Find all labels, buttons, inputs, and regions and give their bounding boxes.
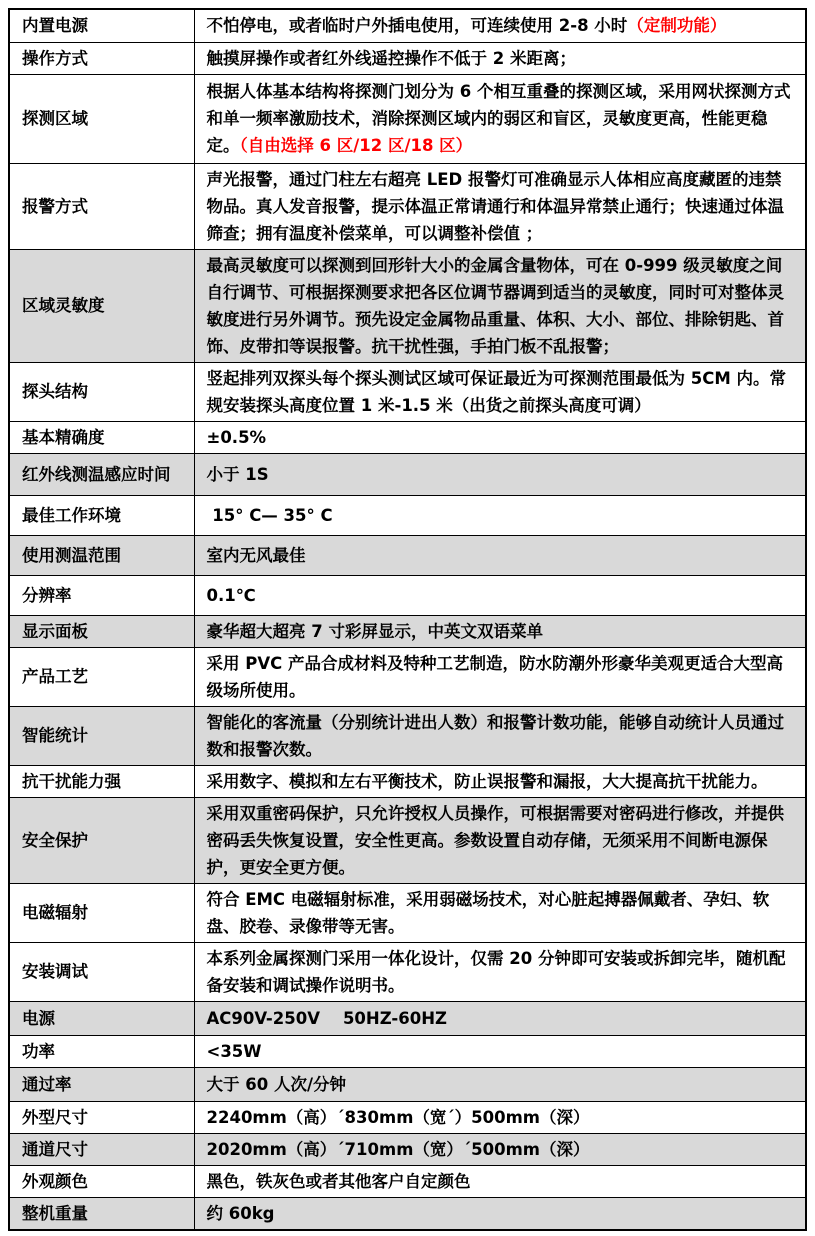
spec-label: 抗干扰能力强 xyxy=(9,765,194,797)
spec-value xyxy=(194,1101,806,1133)
spec-value xyxy=(194,453,806,495)
table-row xyxy=(9,495,806,535)
spec-label: 显示面板 xyxy=(9,615,194,647)
table-row xyxy=(9,647,806,706)
spec-label: 整机重量 xyxy=(9,1197,194,1230)
spec-value xyxy=(194,942,806,1001)
spec-value-text: 约 60kg xyxy=(206,1203,275,1223)
table-row xyxy=(9,74,806,163)
spec-value-text: 符合 EMC 电磁辐射标准，采用弱磁场技术，对心脏起搏器佩戴者、孕妇、软盘、胶卷、录像带等无害。 xyxy=(206,889,770,936)
spec-value-text: 本系列金属探测门采用一体化设计，仅需 20 分钟即可安装或拆卸完毕，随机配备安装和调试操作说明书。 xyxy=(206,948,786,995)
spec-label: 智能统计 xyxy=(9,706,194,765)
table-row xyxy=(9,9,806,42)
spec-value-text: 黑色，铁灰色或者其他客户自定颜色 xyxy=(206,1171,471,1191)
spec-value-text: <35W xyxy=(206,1041,262,1061)
spec-value-text: 室内无风最佳 xyxy=(206,545,306,565)
spec-value-text: AC90V-250V 50HZ-60HZ xyxy=(206,1008,447,1028)
spec-value-text: 根据人体基本结构将探测门划分为 6 个相互重叠的探测区域，采用网状探测方式和单一频率激励技术，消除探测区域内的弱区和盲区，灵敏度更高，性能更稳定。 xyxy=(206,82,791,155)
table-row xyxy=(9,453,806,495)
spec-label: 安全保护 xyxy=(9,797,194,883)
table-row xyxy=(9,362,806,421)
spec-value-text: 豪华超大超亮 7 寸彩屏显示，中英文双语菜单 xyxy=(206,621,543,641)
spec-value-text: 竖起排列双探头每个探头测试区域可保证最近为可探测范围最低为 5CM 内。常规安装探头高度位置 1 米-1.5 米（出货之前探头高度可调） xyxy=(206,368,786,415)
table-row xyxy=(9,1197,806,1230)
spec-value-text: 采用双重密码保护，只允许授权人员操作，可根据需要对密码进行修改，并提供密码丢失恢复设置，安全性更高。参数设置自动存储，无须采用不间断电源保护，更安全更方便。 xyxy=(206,803,784,877)
spec-value xyxy=(194,1001,806,1035)
spec-label: 功率 xyxy=(9,1035,194,1067)
spec-label: 电源 xyxy=(9,1001,194,1035)
spec-value xyxy=(194,1067,806,1101)
spec-value xyxy=(194,1165,806,1197)
spec-value xyxy=(194,362,806,421)
spec-label: 电磁辐射 xyxy=(9,883,194,942)
spec-value-text: 采用 PVC 产品合成材料及特种工艺制造，防水防潮外形豪华美观更适合大型高级场所使用。 xyxy=(206,653,783,700)
spec-value-text: 大于 60 人次/分钟 xyxy=(206,1074,346,1094)
spec-label: 内置电源 xyxy=(9,9,194,42)
spec-value xyxy=(194,883,806,942)
spec-value xyxy=(194,249,806,362)
spec-value xyxy=(194,575,806,615)
spec-value-text: 声光报警，通过门柱左右超亮 LED 报警灯可准确显示人体相应高度藏匿的违禁物品。真人发音报警，提示体温正常请通行和体温异常禁止通行；快速通过体温筛查；拥有温度补偿菜单，可以调整补偿值 ； xyxy=(206,169,784,243)
spec-value-text: 最高灵敏度可以探测到回形针大小的金属含量物体，可在 0-999 级灵敏度之间自行调节、可根据探测要求把各区位调节器调到适当的灵敏度，同时可对整体灵敏度进行另外调节。预先设定金属物品重量、体积、大小、部位、排除钥匙、首饰、皮带扣等误报警。抗干扰性强，手拍门板不乱报警； xyxy=(206,255,784,356)
product-spec-table xyxy=(8,8,807,1231)
spec-value xyxy=(194,797,806,883)
spec-value xyxy=(194,163,806,249)
spec-value xyxy=(194,765,806,797)
spec-value xyxy=(194,74,806,163)
table-row xyxy=(9,1101,806,1133)
spec-value xyxy=(194,1133,806,1165)
spec-value xyxy=(194,421,806,453)
table-row xyxy=(9,883,806,942)
spec-label: 区域灵敏度 xyxy=(9,249,194,362)
spec-value-text: 智能化的客流量（分别统计进出人数）和报警计数功能，能够自动统计人员通过数和报警次数。 xyxy=(206,712,784,759)
table-row xyxy=(9,42,806,74)
table-row xyxy=(9,1035,806,1067)
spec-value-text: 采用数字、模拟和左右平衡技术，防止误报警和漏报，大大提高抗干扰能力。 xyxy=(206,771,768,791)
spec-label: 探头结构 xyxy=(9,362,194,421)
spec-value-text: 2020mm（高）´710mm（宽）´500mm（深） xyxy=(206,1139,590,1159)
table-row xyxy=(9,535,806,575)
spec-label: 分辨率 xyxy=(9,575,194,615)
spec-label: 外型尺寸 xyxy=(9,1101,194,1133)
spec-label: 操作方式 xyxy=(9,42,194,74)
spec-value xyxy=(194,1197,806,1230)
table-row xyxy=(9,706,806,765)
spec-label: 外观颜色 xyxy=(9,1165,194,1197)
table-row xyxy=(9,942,806,1001)
table-row xyxy=(9,797,806,883)
spec-value-text: 15° C— 35° C xyxy=(206,505,333,525)
spec-table-body xyxy=(9,9,806,1230)
spec-value-highlight: （定制功能） xyxy=(627,16,727,36)
spec-label: 报警方式 xyxy=(9,163,194,249)
spec-value xyxy=(194,706,806,765)
table-row xyxy=(9,615,806,647)
spec-value xyxy=(194,1035,806,1067)
spec-value-text: 2240mm（高）´830mm（宽´）500mm（深） xyxy=(206,1107,590,1127)
spec-value-text: 0.1℃ xyxy=(206,585,256,605)
spec-label: 探测区域 xyxy=(9,74,194,163)
table-row xyxy=(9,249,806,362)
spec-label: 安装调试 xyxy=(9,942,194,1001)
table-row xyxy=(9,765,806,797)
spec-label: 使用测温范围 xyxy=(9,535,194,575)
spec-label: 红外线测温感应时间 xyxy=(9,453,194,495)
table-row xyxy=(9,1067,806,1101)
spec-label: 基本精确度 xyxy=(9,421,194,453)
table-row xyxy=(9,575,806,615)
spec-value xyxy=(194,42,806,74)
spec-value-text: 不怕停电，或者临时户外插电使用，可连续使用 2-8 小时 xyxy=(206,16,628,36)
table-row xyxy=(9,1001,806,1035)
spec-value-text: ±0.5% xyxy=(206,427,267,447)
spec-value-text: 触摸屏操作或者红外线遥控操作不低于 2 米距离； xyxy=(206,48,576,68)
spec-label: 通过率 xyxy=(9,1067,194,1101)
spec-label: 通道尺寸 xyxy=(9,1133,194,1165)
table-row xyxy=(9,421,806,453)
spec-value xyxy=(194,647,806,706)
spec-value xyxy=(194,615,806,647)
spec-value xyxy=(194,535,806,575)
spec-label: 产品工艺 xyxy=(9,647,194,706)
spec-value-highlight: （自由选择 6 区/12 区/18 区） xyxy=(239,136,473,155)
table-row xyxy=(9,1133,806,1165)
spec-value-text: 小于 1S xyxy=(206,464,269,484)
spec-value xyxy=(194,9,806,42)
spec-value xyxy=(194,495,806,535)
table-row xyxy=(9,1165,806,1197)
spec-label: 最佳工作环境 xyxy=(9,495,194,535)
table-row xyxy=(9,163,806,249)
